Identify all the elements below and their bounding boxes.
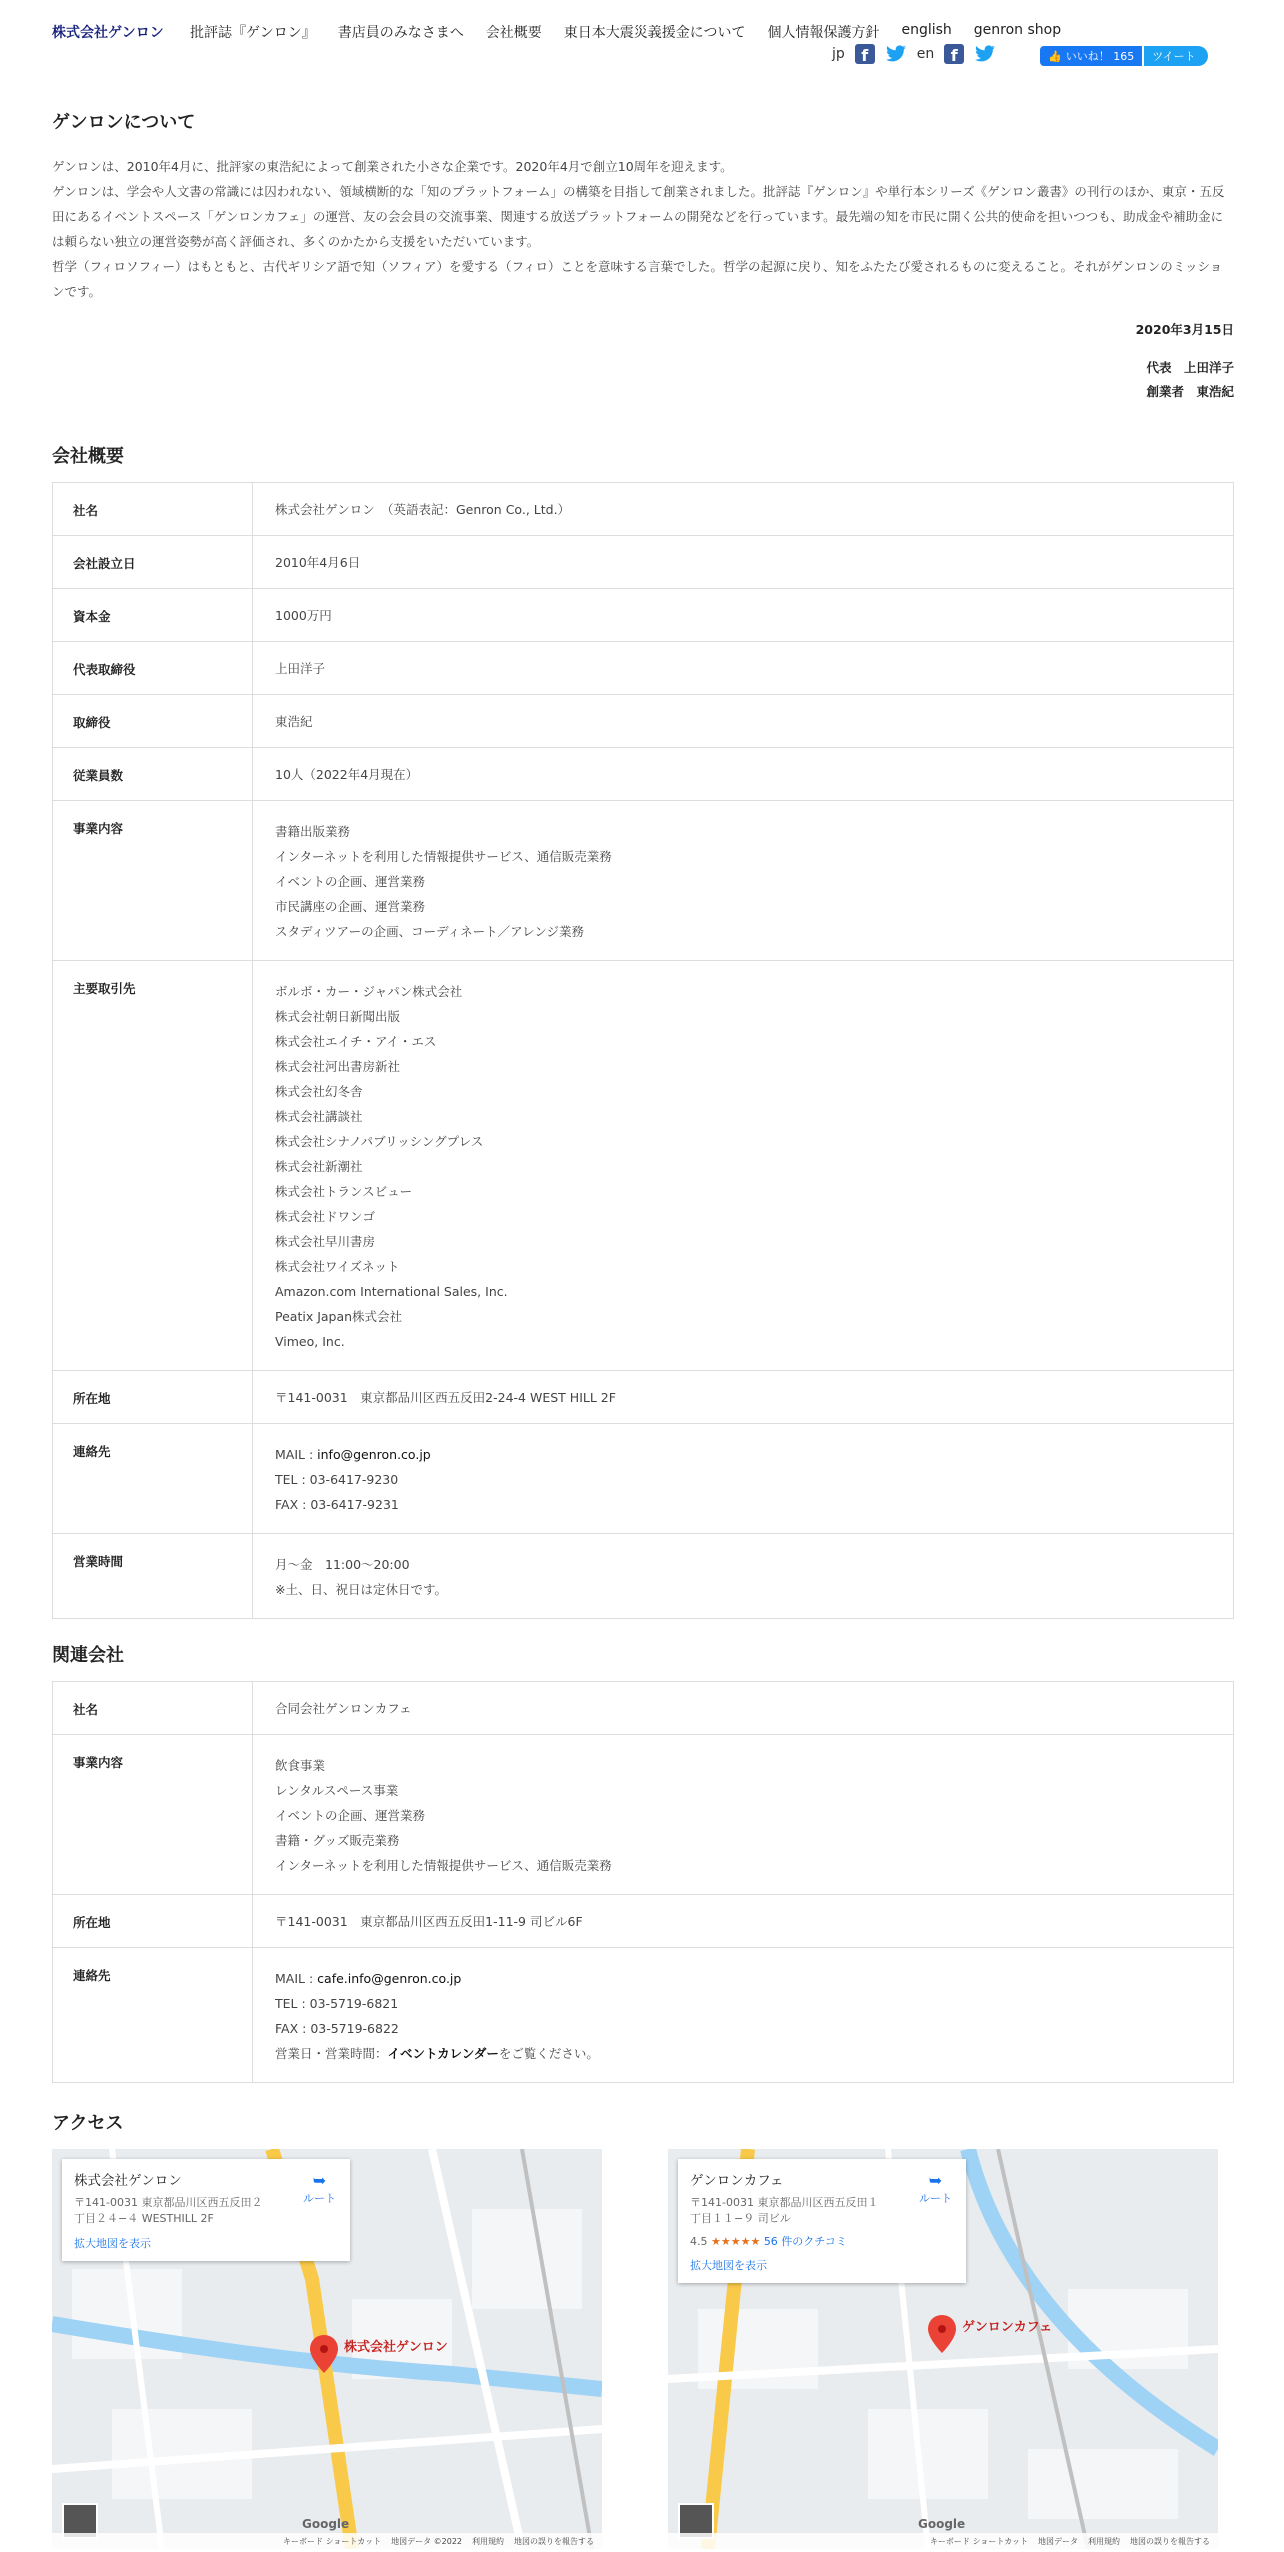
row-key: 資本金 <box>53 589 253 642</box>
pin-label: ゲンロンカフェ <box>962 2320 1053 2335</box>
about-paragraph-1: ゲンロンは、2010年4月に、批評家の東浩紀によって創業された小さな企業です。2020年4月で創立10周年を迎えます。 <box>52 159 733 174</box>
table-row <box>53 748 1234 801</box>
nav-item-bookstore[interactable]: 書店員のみなさまへ <box>337 25 464 41</box>
related-fax: FAX : 03-5719-6822 <box>275 2021 399 2036</box>
map-footer-report[interactable]: 地図の誤りを報告する <box>514 2536 594 2546</box>
row-value-line: 株式会社ドワンゴ <box>275 1209 376 1224</box>
table-row <box>53 1534 1234 1619</box>
enlarge-map-link[interactable]: 拡大地図を表示 <box>74 2237 151 2250</box>
access-title: アクセス <box>52 2113 124 2134</box>
row-key-hours: 営業時間 <box>53 1534 253 1619</box>
hours-line-2: ※土、日、祝日は定休日です。 <box>275 1582 447 1597</box>
map-footer <box>668 2533 1218 2549</box>
signature-block <box>52 320 1234 404</box>
thumbs-up-icon: 👍 <box>1048 49 1062 63</box>
map-place-address-2: 丁目２４−４ WESTHILL 2F <box>74 2212 214 2225</box>
row-key: 従業員数 <box>53 748 253 801</box>
related-biz-line: レンタルスペース事業 <box>275 1783 399 1798</box>
map-block <box>868 2409 988 2499</box>
related-mail-prefix: MAIL : <box>275 1971 318 1986</box>
row-value-related-contact <box>253 1948 1234 2083</box>
table-row <box>53 1424 1234 1534</box>
row-value <box>253 695 1234 748</box>
related-biz-line: 飲食事業 <box>275 1758 326 1773</box>
row-value-line: 株式会社幻冬舎 <box>275 1084 363 1099</box>
map-footer-report[interactable]: 地図の誤りを報告する <box>1130 2536 1210 2546</box>
table-row <box>53 1895 1234 1948</box>
table-row <box>53 961 1234 1371</box>
table-row <box>53 483 1234 536</box>
row-key-contact: 連絡先 <box>53 1424 253 1534</box>
company-extra-rows <box>53 1424 1234 1619</box>
related-mail-line <box>275 1966 1233 1991</box>
map-info-card <box>62 2159 350 2261</box>
about-paragraph-2: ゲンロンは、学会や人文書の常識には囚われない、領域横断的な「知のプラットフォーム」の構築を目指して創業されました。批評誌『ゲンロン』や単行本シリーズ《ゲンロン叢書》の刊行のほか、東京・五反田にあるイベントスペース「ゲンロンカフェ」の運営、友の会会員の交流事業、関連する放送プラットフォームの開発などを行っています。最先端の知を市民に開く公共的使命を担いつつも、助成金や補助金には頼らない独立の運営姿勢が高く評価され、多くのかたから支援をいただいています。 <box>52 184 1225 249</box>
map-place-name: ゲンロンカフェ <box>690 2173 784 2189</box>
about-title: ゲンロンについて <box>52 112 196 133</box>
row-value-line: 市民講座の企画、運営業務 <box>275 899 426 914</box>
map-footer-terms[interactable]: 利用規約 <box>472 2536 504 2546</box>
row-value-line: 〒141-0031 東京都品川区西五反田2-24-4 WEST HILL 2F <box>275 1390 616 1405</box>
row-key: 会社設立日 <box>53 536 253 589</box>
table-row <box>53 695 1234 748</box>
table-row <box>53 1948 1234 2083</box>
row-value-line: 株式会社トランスビュー <box>275 1184 413 1199</box>
hours-line-1: 月〜金 11:00〜20:00 <box>275 1557 410 1572</box>
related-biz-line: イベントの企画、運営業務 <box>275 1808 426 1823</box>
twitter-en-icon[interactable] <box>974 45 996 63</box>
nav-item-magazine[interactable]: 批評誌『ゲンロン』 <box>190 25 316 41</box>
related-mail-link[interactable]: cafe.info@genron.co.jp <box>317 1971 462 1986</box>
facebook-en-icon[interactable]: f <box>944 44 964 64</box>
tweet-button[interactable] <box>1144 46 1207 66</box>
row-value-line: 10人（2022年4月現在） <box>275 767 419 782</box>
row-key: 代表取締役 <box>53 642 253 695</box>
tweet-label: ツイート <box>1152 50 1196 63</box>
row-value-line: 株式会社ゲンロン （英語表記：Genron Co., Ltd.） <box>275 502 571 517</box>
related-hours-suffix: をご覧ください。 <box>498 2046 599 2061</box>
map-genron-office[interactable] <box>52 2149 602 2549</box>
contact-tel: TEL : 03-6417-9230 <box>275 1472 399 1487</box>
twitter-icon[interactable] <box>885 45 907 63</box>
row-key: 社名 <box>53 483 253 536</box>
row-value-related-name <box>253 1682 1234 1735</box>
table-row <box>53 642 1234 695</box>
mail-prefix: MAIL : <box>275 1447 318 1462</box>
row-value-line: Amazon.com International Sales, Inc. <box>275 1284 508 1299</box>
company-rows <box>53 483 1234 1424</box>
route-label: ルート <box>303 2192 336 2205</box>
map-footer-shortcuts[interactable]: キーボード ショートカット <box>929 2536 1028 2546</box>
map-footer-data: 地図データ <box>1038 2536 1078 2546</box>
map-footer-terms[interactable]: 利用規約 <box>1088 2536 1120 2546</box>
about-section <box>52 108 1234 404</box>
row-value-line: 株式会社新潮社 <box>275 1159 363 1174</box>
signature-founder: 創業者 東浩紀 <box>1146 384 1234 399</box>
signature-representative: 代表 上田洋子 <box>1146 360 1234 375</box>
company-overview-title: 会社概要 <box>52 446 124 467</box>
enlarge-map-link[interactable]: 拡大地図を表示 <box>690 2259 767 2272</box>
row-value-line: 2010年4月6日 <box>275 555 361 570</box>
contact-fax: FAX : 03-6417-9231 <box>275 1497 399 1512</box>
row-key-related-biz: 事業内容 <box>53 1735 253 1895</box>
route-button[interactable] <box>303 2171 336 2206</box>
table-row <box>53 1735 1234 1895</box>
row-value <box>253 801 1234 961</box>
related-company-title: 関連会社 <box>52 1645 124 1666</box>
row-value-line: スタディツアーの企画、コーディネート／アレンジ業務 <box>275 924 585 939</box>
related-biz-line: 書籍・グッズ販売業務 <box>275 1833 400 1848</box>
related-addr: 〒141-0031 東京都品川区西五反田1-11-9 司ビル6F <box>275 1914 583 1929</box>
row-value-line: 東浩紀 <box>275 714 313 729</box>
row-value-line: 株式会社河出書房新社 <box>275 1059 401 1074</box>
event-calendar-link[interactable]: イベントカレンダー <box>387 2046 499 2061</box>
row-value-related-biz <box>253 1735 1234 1895</box>
table-row <box>53 589 1234 642</box>
related-hours-prefix: 営業日・営業時間： <box>275 2046 388 2061</box>
map-place-address-1: 〒141-0031 東京都品川区西五反田１ <box>690 2196 879 2209</box>
map-place-address-2: 丁目１１−９ 司ビル <box>690 2212 791 2225</box>
company-mail-link[interactable]: info@genron.co.jp <box>317 1447 431 1462</box>
directions-icon: ➥ <box>312 2171 327 2190</box>
route-label: ルート <box>919 2192 952 2205</box>
row-value-line: 株式会社早川書房 <box>275 1234 376 1249</box>
row-value-line: 株式会社ワイズネット <box>275 1259 400 1274</box>
lang-jp-label: jp <box>832 46 845 62</box>
row-key: 主要取引先 <box>53 961 253 1371</box>
facebook-icon[interactable]: f <box>855 44 875 64</box>
row-value <box>253 483 1234 536</box>
map-block <box>472 2209 582 2309</box>
row-value <box>253 748 1234 801</box>
map-info-card <box>678 2159 966 2283</box>
map-place-name: 株式会社ゲンロン <box>74 2173 182 2189</box>
site-header <box>0 0 1284 78</box>
table-row <box>53 1371 1234 1424</box>
map-footer-data: 地図データ ©2022 <box>391 2536 462 2546</box>
row-value-hours <box>253 1534 1234 1619</box>
nav-item-privacy[interactable]: 個人情報保護方針 <box>767 25 880 41</box>
row-value-line: インターネットを利用した情報提供サービス、通信販売業務 <box>275 849 612 864</box>
row-key-related-name: 社名 <box>53 1682 253 1735</box>
map-footer <box>52 2533 602 2549</box>
row-value-line: Peatix Japan株式会社 <box>275 1309 403 1324</box>
directions-icon: ➥ <box>928 2171 943 2190</box>
related-tel: TEL : 03-5719-6821 <box>275 1996 399 2011</box>
main-nav <box>190 22 1083 42</box>
row-value <box>253 536 1234 589</box>
row-value-contact <box>253 1424 1234 1534</box>
about-paragraph-3: 哲学（フィロソフィー）はもともと、古代ギリシア語で知（ソフィア）を愛する（フィロ）ことを意味する言葉でした。哲学の起源に戻り、知をふたたび愛されるものに変えること。それがゲンロンのミッションです。 <box>52 259 1223 299</box>
related-name: 合同会社ゲンロンカフェ <box>275 1701 412 1716</box>
pin-dot <box>938 2325 946 2333</box>
row-value-line: 株式会社シナノパブリッシングプレス <box>275 1134 484 1149</box>
contact-mail-line <box>275 1442 1233 1467</box>
review-count-link[interactable]: 56 件のクチコミ <box>763 2235 847 2248</box>
row-key-related-addr: 所在地 <box>53 1895 253 1948</box>
google-logo: Google <box>918 2517 966 2531</box>
map-rating <box>690 2233 954 2249</box>
signature-date: 2020年3月15日 <box>1135 322 1234 337</box>
row-value-line: ボルボ・カー・ジャパン株式会社 <box>275 984 463 999</box>
related-hours-line <box>275 2041 1233 2066</box>
social-buttons <box>1040 46 1208 66</box>
nav-item-company[interactable]: 会社概要 <box>485 25 542 41</box>
company-overview-table <box>52 482 1234 1619</box>
map-place-address-1: 〒141-0031 東京都品川区西五反田２ <box>74 2196 263 2209</box>
row-value-line: Vimeo, Inc. <box>275 1334 345 1349</box>
rating-value: 4.5 <box>690 2235 708 2248</box>
table-row <box>53 801 1234 961</box>
row-value <box>253 1371 1234 1424</box>
pin-label: 株式会社ゲンロン <box>344 2340 448 2355</box>
access-maps <box>52 2149 1234 2549</box>
language-bar <box>832 44 996 64</box>
lang-en-label: en <box>916 46 935 62</box>
rating-stars-icon: ★★★★★ <box>711 2235 761 2248</box>
row-value-line: 書籍出版業務 <box>275 824 351 839</box>
table-row <box>53 1682 1234 1735</box>
google-logo: Google <box>302 2517 350 2531</box>
row-value-line: 株式会社講談社 <box>275 1109 363 1124</box>
row-value-line: イベントの企画、運営業務 <box>275 874 426 889</box>
row-key: 所在地 <box>53 1371 253 1424</box>
row-value <box>253 589 1234 642</box>
row-value <box>253 642 1234 695</box>
nav-item-donation[interactable]: 東日本大震災義援金について <box>563 25 746 41</box>
map-footer-shortcuts[interactable]: キーボード ショートカット <box>283 2536 382 2546</box>
route-button[interactable] <box>919 2171 952 2206</box>
row-value-line: 上田洋子 <box>275 661 326 676</box>
row-key-related-contact: 連絡先 <box>53 1948 253 2083</box>
row-value-line: 1000万円 <box>275 608 332 623</box>
nav-item-shop[interactable]: genron shop <box>973 22 1062 38</box>
row-value-line: 株式会社朝日新聞出版 <box>275 1009 401 1024</box>
table-row <box>53 536 1234 589</box>
row-key: 取締役 <box>53 695 253 748</box>
like-button[interactable] <box>1040 46 1142 66</box>
row-value-related-addr <box>253 1895 1234 1948</box>
related-company-table <box>52 1681 1234 2083</box>
row-value-line: 株式会社エイチ・アイ・エス <box>275 1034 437 1049</box>
site-logo[interactable]: 株式会社ゲンロン <box>52 25 164 41</box>
row-key: 事業内容 <box>53 801 253 961</box>
pin-dot <box>320 2345 328 2353</box>
map-block <box>1028 2449 1178 2519</box>
related-biz-line: インターネットを利用した情報提供サービス、通信販売業務 <box>275 1858 612 1873</box>
main-content <box>52 100 1234 2549</box>
row-value <box>253 961 1234 1371</box>
map-genron-cafe[interactable] <box>668 2149 1218 2549</box>
like-label: いいね！ 165 <box>1065 50 1135 63</box>
nav-item-english[interactable]: english <box>901 22 952 38</box>
